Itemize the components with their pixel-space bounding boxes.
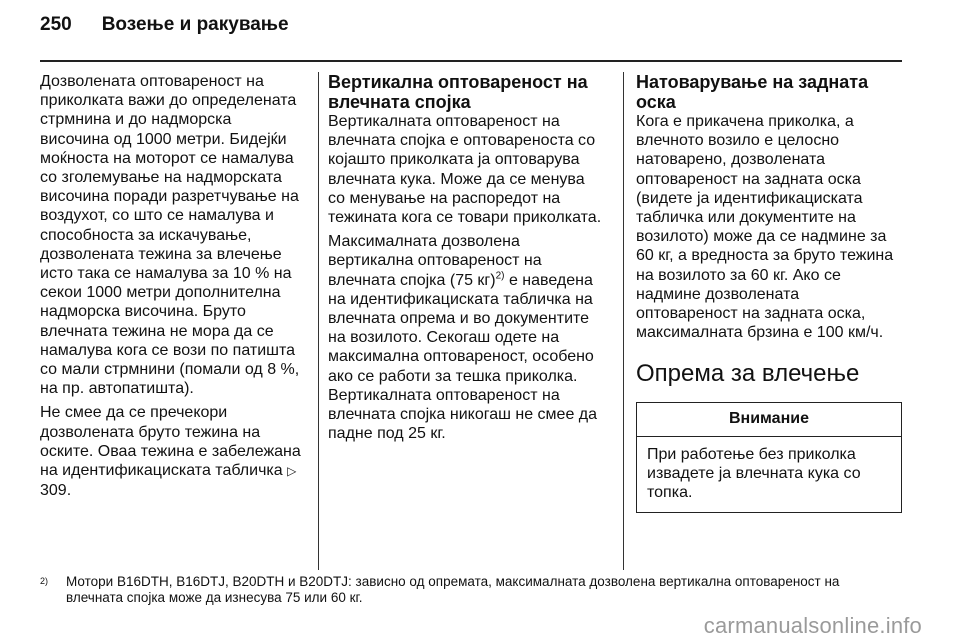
column-divider xyxy=(318,72,319,570)
footnote-text: Мотори B16DTH, B16DTJ, B20DTH и B20DTJ: зависно од опремата, максималната дозволена вертикална оптовареност на влечната спојка може да изнесува 75 или 60 кг. xyxy=(66,574,840,605)
section-heading: Вертикална оптовареност на влечната спојка xyxy=(328,72,588,112)
triangle-right-icon: ▷ xyxy=(287,464,297,479)
section-heading: Натоварувањe на задната оска xyxy=(636,72,869,112)
paragraph: Не смее да се пречекори дозволената бруто тежина на оските. Оваа тежина е забележана на идентификациската табличка ▷309. xyxy=(40,404,301,500)
footnote-mark: 2) xyxy=(40,576,49,586)
paragraph: Дозволената оптовареност на приколката важи до определената стрмнина и до надморска височина од 1000 метри. Бидејќи моќноста на моторот се намалува со зголемувањe на надморската височина поради разретчувањe на воздухот, со што се намалува и способноста за искачувањe, дозволената тежина за влечење исто така се намалува за 10 % на секои 1000 метри дополнителна надморска височина. Бруто влечната тежина не мора да се намалува кога се вози по патишта со мали стрмнини (помали од 8 %, на пр. автопатишта). xyxy=(40,73,300,398)
header-divider xyxy=(40,60,902,62)
page-title: Возење и ракување xyxy=(101,14,289,35)
column-middle xyxy=(328,72,606,448)
column-left xyxy=(40,72,302,505)
footnote xyxy=(40,574,900,605)
paragraph: Вертикалната оптовареност на влечната спојка е оптовареноста со којашто приколката ја оптоварува влечната кука. Може да се менува со менувањe на распоредот на тежината кога се товари приколката. xyxy=(328,113,602,227)
notice-title: Внимание xyxy=(637,403,901,436)
paragraph: Кога е прикачена приколка, а влечното возило е целосно натоварено, дозволената оптовареност на задната оска (видете ја идентификациската табличка или документите на возилото) може да се надмине за 60 кг, а вредноста за бруто тежина на возилото за 60 кг. Ако се надмине дозволената оптовареност на задната оска, максималната брзина е 100 км/ч. xyxy=(636,113,894,342)
page-number: 250 xyxy=(40,14,72,35)
column-right xyxy=(636,72,902,513)
notice-text: При работењe без приколка извадете ја влечната кука со топка. xyxy=(647,445,861,502)
watermark: carmanualsonline.info xyxy=(703,613,922,638)
chapter-heading: Опрема за влечење xyxy=(636,360,860,388)
footnote-reference[interactable]: 2) xyxy=(495,270,505,282)
warning-notice-box xyxy=(636,402,902,513)
paragraph: Максималната дозволена вертикална оптовареност на влечната спојка (75 кг)$^{2)}$ е наведена на идентификациската табличка на влечната опрема и во документите на возилото. Секогаш одете на максимална оптовареност, особено ако се работи за тешка приколка. Вертикалната оптовареност на влечната спојка никогаш не смее да падне под 25 кг. xyxy=(328,233,598,443)
page-header xyxy=(40,14,289,42)
column-divider xyxy=(623,72,624,570)
page-reference-link[interactable]: 309. xyxy=(40,482,72,500)
